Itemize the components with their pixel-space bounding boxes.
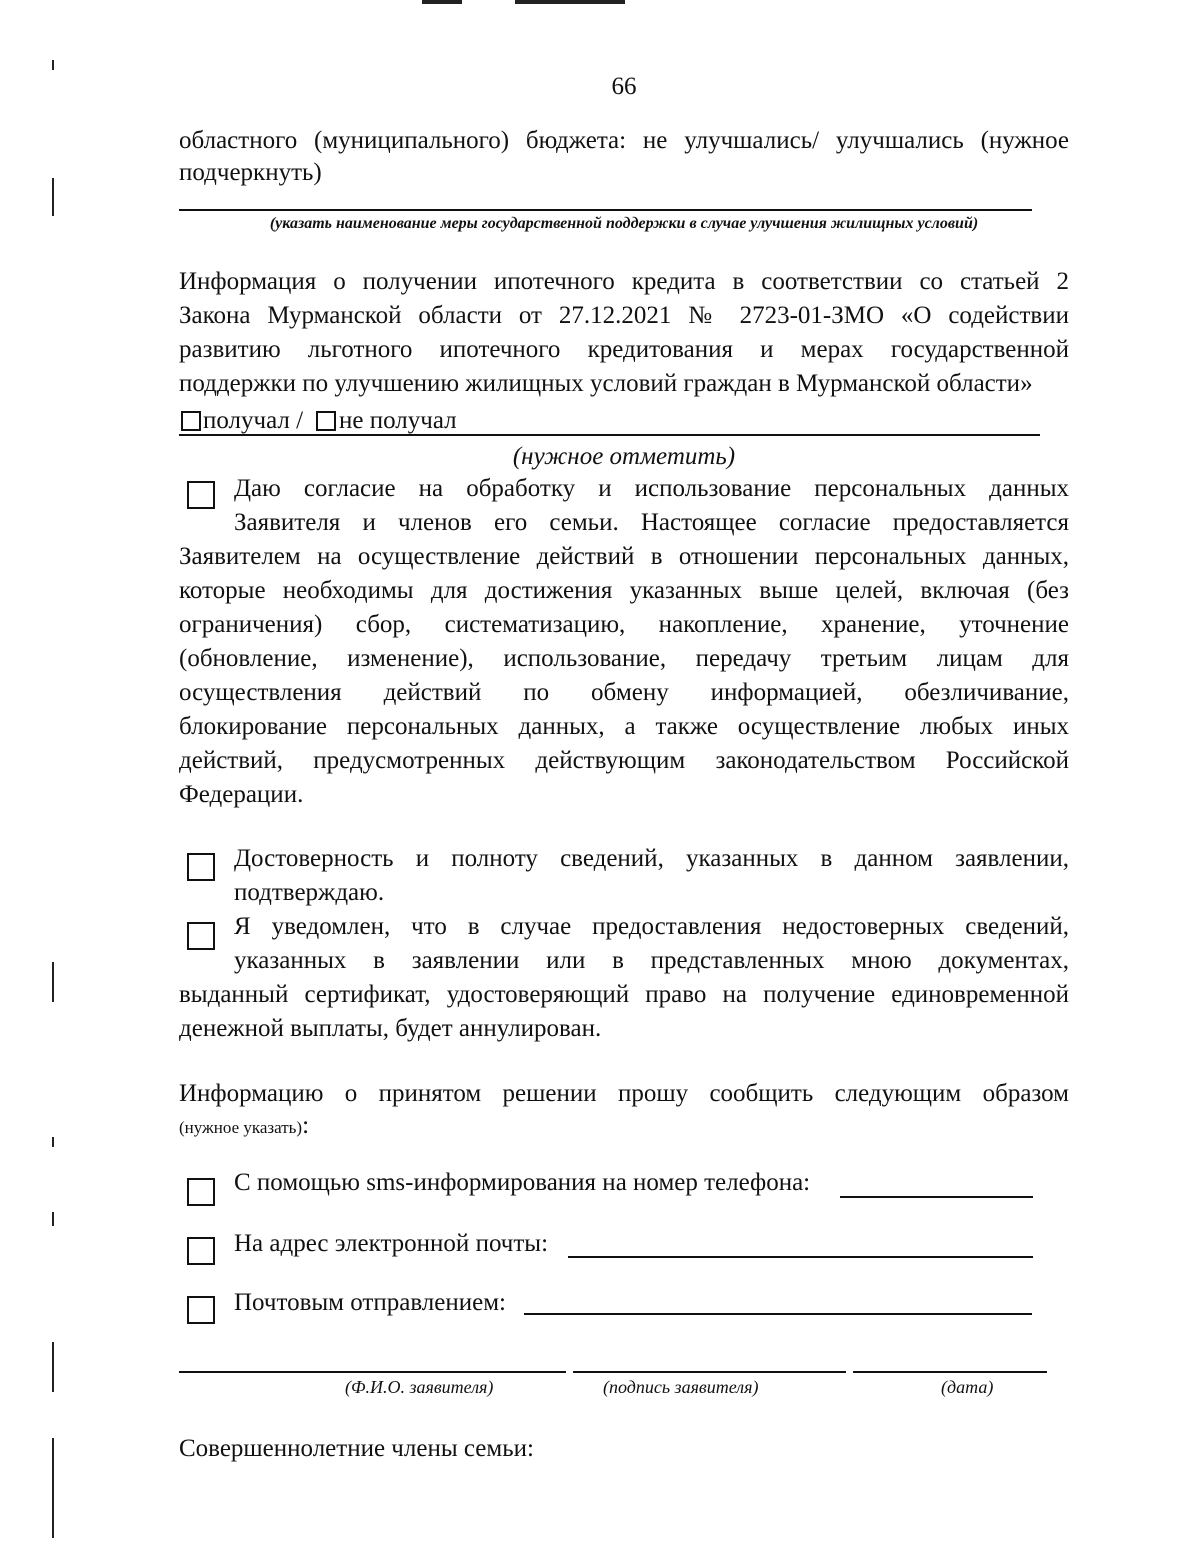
signature-caption: (подпись заявителя) (603, 1377, 759, 1397)
mortgage-line: Закона Мурманской области от 27.12.2021 № 2723-01-ЗМО «О содействии (179, 302, 1069, 329)
consent-line: Заявителем на осуществление действий в отношении персональных данных, (179, 543, 1069, 570)
received-label: получал / (203, 407, 304, 434)
mortgage-info (179, 265, 1069, 401)
support-measure-caption: (указать наименование меры государственной поддержки в случае улучшения жилищных условий) (269, 215, 979, 232)
confirm-line: подтверждаю. (234, 879, 385, 906)
signature-field[interactable] (573, 1371, 846, 1373)
warning-line: денежной выплаты, будет аннулирован. (179, 1015, 602, 1042)
not-received-checkbox[interactable] (316, 411, 336, 431)
consent-line: ограничения) сбор, систематизацию, накопление, хранение, уточнение (179, 611, 1069, 638)
email-label: На адрес электронной почты: (234, 1230, 549, 1257)
mortgage-line: развитию льготного ипотечного кредитования и мерах государственной (179, 336, 1069, 363)
notify-note-text: (нужное указать) (179, 1118, 303, 1137)
confirm-text (234, 842, 1069, 910)
page-number: 66 (611, 73, 637, 100)
warning-line: выданный сертификат, удостоверяющий право на получение единовременной (179, 981, 1069, 1008)
mortgage-line: Информация о получении ипотечного кредита в соответствии со статьей 2 (179, 268, 1069, 295)
scan-mark (515, 0, 625, 4)
margin-mark (52, 178, 54, 216)
budget-line-2: подчеркнуть) (179, 159, 322, 186)
budget-line: областного (муниципального) бюджета: не улучшались/ улучшались (нужное (179, 127, 1069, 154)
warning-text (179, 910, 1069, 1046)
family-heading: Совершеннолетние члены семьи: (179, 1435, 534, 1462)
phone-field[interactable] (840, 1196, 1033, 1198)
margin-mark (52, 962, 54, 1002)
notify-note (179, 1109, 309, 1145)
margin-mark (52, 60, 54, 70)
support-measure-field[interactable] (179, 209, 1032, 211)
consent-line: которые необходимы для достижения указанных выше целей, включая (без (179, 577, 1069, 604)
warning-line: Я уведомлен, что в случае предоставления недостоверных сведений, (234, 913, 1069, 940)
consent-line: действий, предусмотренных действующим законодательством Российской (179, 747, 1069, 774)
consent-line: Даю согласие на обработку и использование персональных данных (234, 475, 1069, 502)
mortgage-underline (179, 434, 1040, 436)
consent-line: осуществления действий по обмену информацией, обезличивание, (179, 679, 1069, 706)
warning-line: указанных в заявлении или в представленных мною документах, (234, 947, 1069, 974)
notify-line: Информацию о принятом решении прошу сообщить следующим образом (179, 1080, 1069, 1107)
notify-colon: : (302, 1112, 310, 1139)
consent-line: Федерации. (179, 781, 304, 808)
email-checkbox[interactable] (187, 1237, 215, 1265)
consent-line: Заявителя и членов его семьи. Настоящее согласие предоставляется (234, 509, 1069, 536)
fio-caption: (Ф.И.О. заявителя) (345, 1377, 494, 1397)
post-field[interactable] (524, 1313, 1032, 1315)
consent-text (179, 472, 1069, 812)
date-field[interactable] (853, 1371, 1047, 1373)
post-label: Почтовым отправлением: (234, 1289, 506, 1316)
post-checkbox[interactable] (187, 1296, 215, 1324)
margin-mark (52, 1438, 54, 1538)
mortgage-note: (нужное отметить) (512, 443, 736, 470)
scan-mark (422, 0, 462, 4)
margin-mark (52, 1137, 54, 1147)
received-checkbox[interactable] (181, 411, 201, 431)
confirm-checkbox[interactable] (187, 853, 215, 881)
date-caption: (дата) (941, 1377, 994, 1397)
consent-line: (обновление, изменение), использование, передачу третьим лицам для (179, 645, 1069, 672)
consent-line: блокирование персональных данных, а также осуществление любых иных (179, 713, 1069, 740)
margin-mark (52, 1212, 54, 1226)
margin-mark (52, 1342, 54, 1392)
email-field[interactable] (568, 1256, 1033, 1258)
sms-checkbox[interactable] (187, 1178, 215, 1206)
mortgage-line: поддержки по улучшению жилищных условий граждан в Мурманской области» (179, 370, 1033, 397)
confirm-line: Достоверность и полноту сведений, указанных в данном заявлении, (234, 845, 1069, 872)
not-received-label: не получал (339, 407, 457, 434)
fio-field[interactable] (179, 1371, 566, 1373)
sms-label: С помощью sms-информирования на номер телефона: (234, 1169, 811, 1196)
